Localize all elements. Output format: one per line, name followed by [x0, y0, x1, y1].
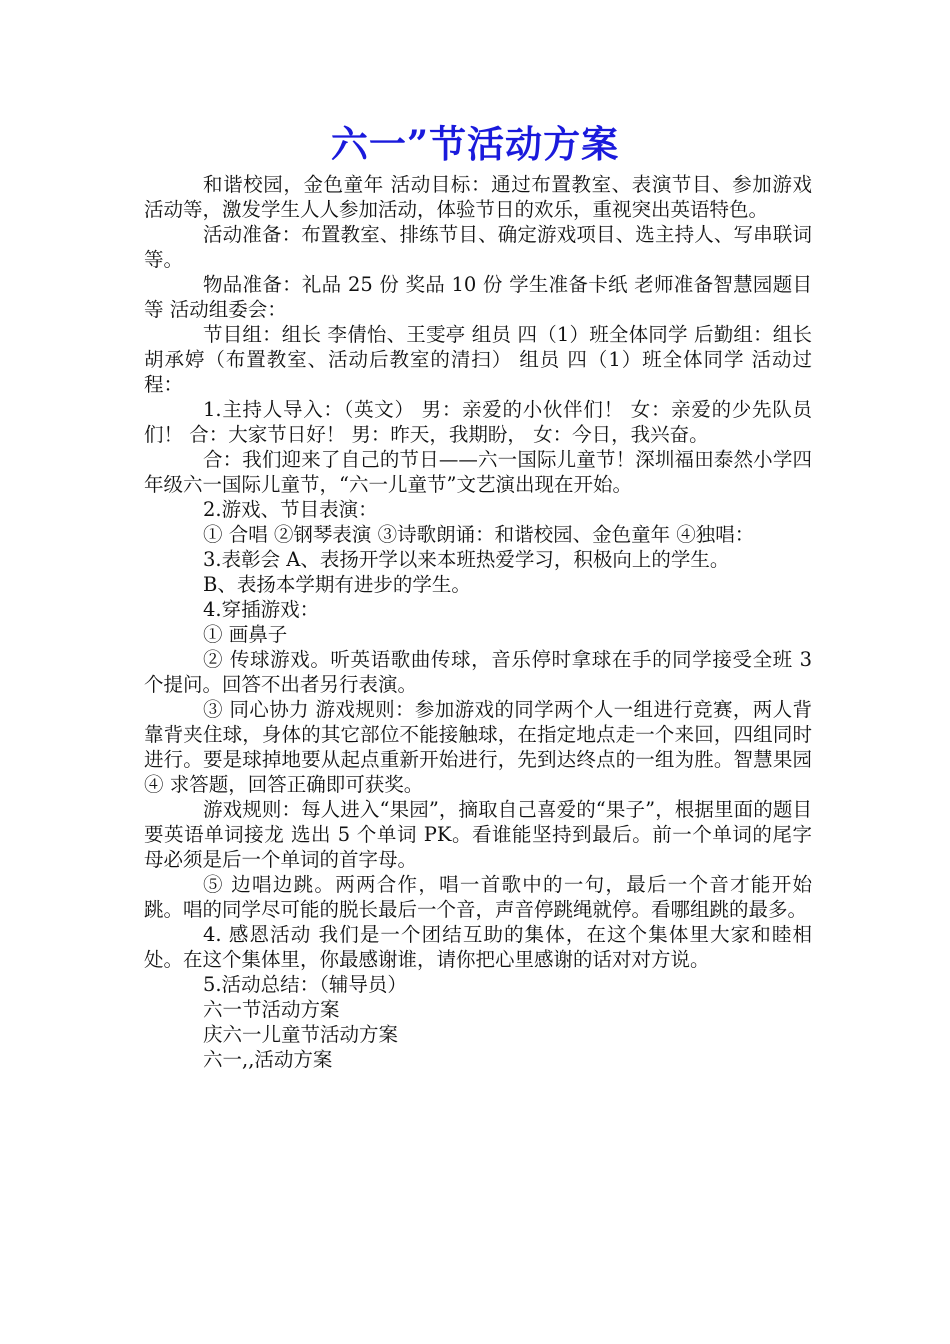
paragraph-preparation: 活动准备：布置教室、排练节目、确定游戏项目、选主持人、写串联词等。 [144, 223, 812, 271]
paragraph-performance-heading: 2.游戏、节目表演： [203, 498, 378, 521]
paragraph-game-rules: 游戏规则：每人进入“果园”，摘取自己喜爱的“果子”，根据里面的题目要英语单词接龙 选出 5 个单词 PK。看谁能坚持到最后。前一个单词的尾字母必须是后一个单词的首字母。 [144, 798, 812, 871]
related-title-2: 庆六一儿童节活动方案 [203, 1023, 399, 1046]
paragraph-game-nose: ① 画鼻子 [203, 623, 288, 646]
related-title-1: 六一节活动方案 [203, 998, 340, 1021]
paragraph-games-heading: 4.穿插游戏： [203, 598, 320, 621]
paragraph-together: 合：我们迎来了自己的节日——六一国际儿童节！深圳福田泰然小学四年级六一国际儿童节，“六一儿童节”文艺演出现在开始。 [144, 448, 812, 496]
paragraph-commendation: 3.表彰会 A、表扬开学以来本班热爱学习，积极向上的学生。 [203, 548, 730, 571]
paragraph-goal: 和谐校园，金色童年 活动目标：通过布置教室、表演节目、参加游戏活动等，激发学生人人参加活动，体验节日的欢乐，重视突出英语特色。 [144, 173, 812, 221]
paragraph-host-intro: 1.主持人导入：（英文） 男：亲爱的小伙伴们！ 女：亲爱的少先队员们！ 合：大家节日好！ 男：昨天，我期盼， 女：今日，我兴奋。 [144, 398, 812, 446]
paragraph-materials: 物品准备：礼品 25 份 奖品 10 份 学生准备卡纸 老师准备智慧园题目等 活动组委会： [144, 273, 812, 321]
document-title: 六一”节活动方案 [330, 122, 620, 166]
paragraph-commendation-b: B、表扬本学期有进步的学生。 [203, 573, 471, 596]
paragraph-gratitude: 4. 感恩活动 我们是一个团结互助的集体，在这个集体里大家和睦相处。在这个集体里，你最感谢谁，请你把心里感谢的话对对方说。 [144, 923, 812, 971]
paragraph-groups: 节目组：组长 李倩怡、王雯亭 组员 四（1）班全体同学 后勤组：组长 胡承婷（布置教室、活动后教室的清扫） 组员 四（1）班全体同学 活动过程： [144, 323, 812, 396]
paragraph-game-teamwork: ③ 同心协力 游戏规则：参加游戏的同学两个人一组进行竞赛，两人背靠背夹住球，身体的其它部位不能接触球，在指定地点走一个来回，四组同时进行。要是球掉地要从起点重新开始进行，先到达终点的一组为胜。智慧果园 ④ 求答题，回答正确即可获奖。 [144, 698, 812, 796]
related-title-3: 六一,,活动方案 [203, 1048, 333, 1071]
paragraph-game-sing-jump: ⑤ 边唱边跳。两两合作，唱一首歌中的一句，最后一个音才能开始跳。唱的同学尽可能的脱长最后一个音，声音停跳绳就停。看哪组跳的最多。 [144, 873, 812, 921]
document-body [144, 172, 812, 1072]
paragraph-game-ball: ② 传球游戏。听英语歌曲传球，音乐停时拿球在手的同学接受全班 3 个提问。回答不出者另行表演。 [144, 648, 812, 696]
paragraph-summary: 5.活动总结：（辅导员） [203, 973, 407, 996]
paragraph-performance-list: ① 合唱 ②钢琴表演 ③诗歌朗诵：和谐校园、金色童年 ④独唱： [203, 523, 755, 546]
